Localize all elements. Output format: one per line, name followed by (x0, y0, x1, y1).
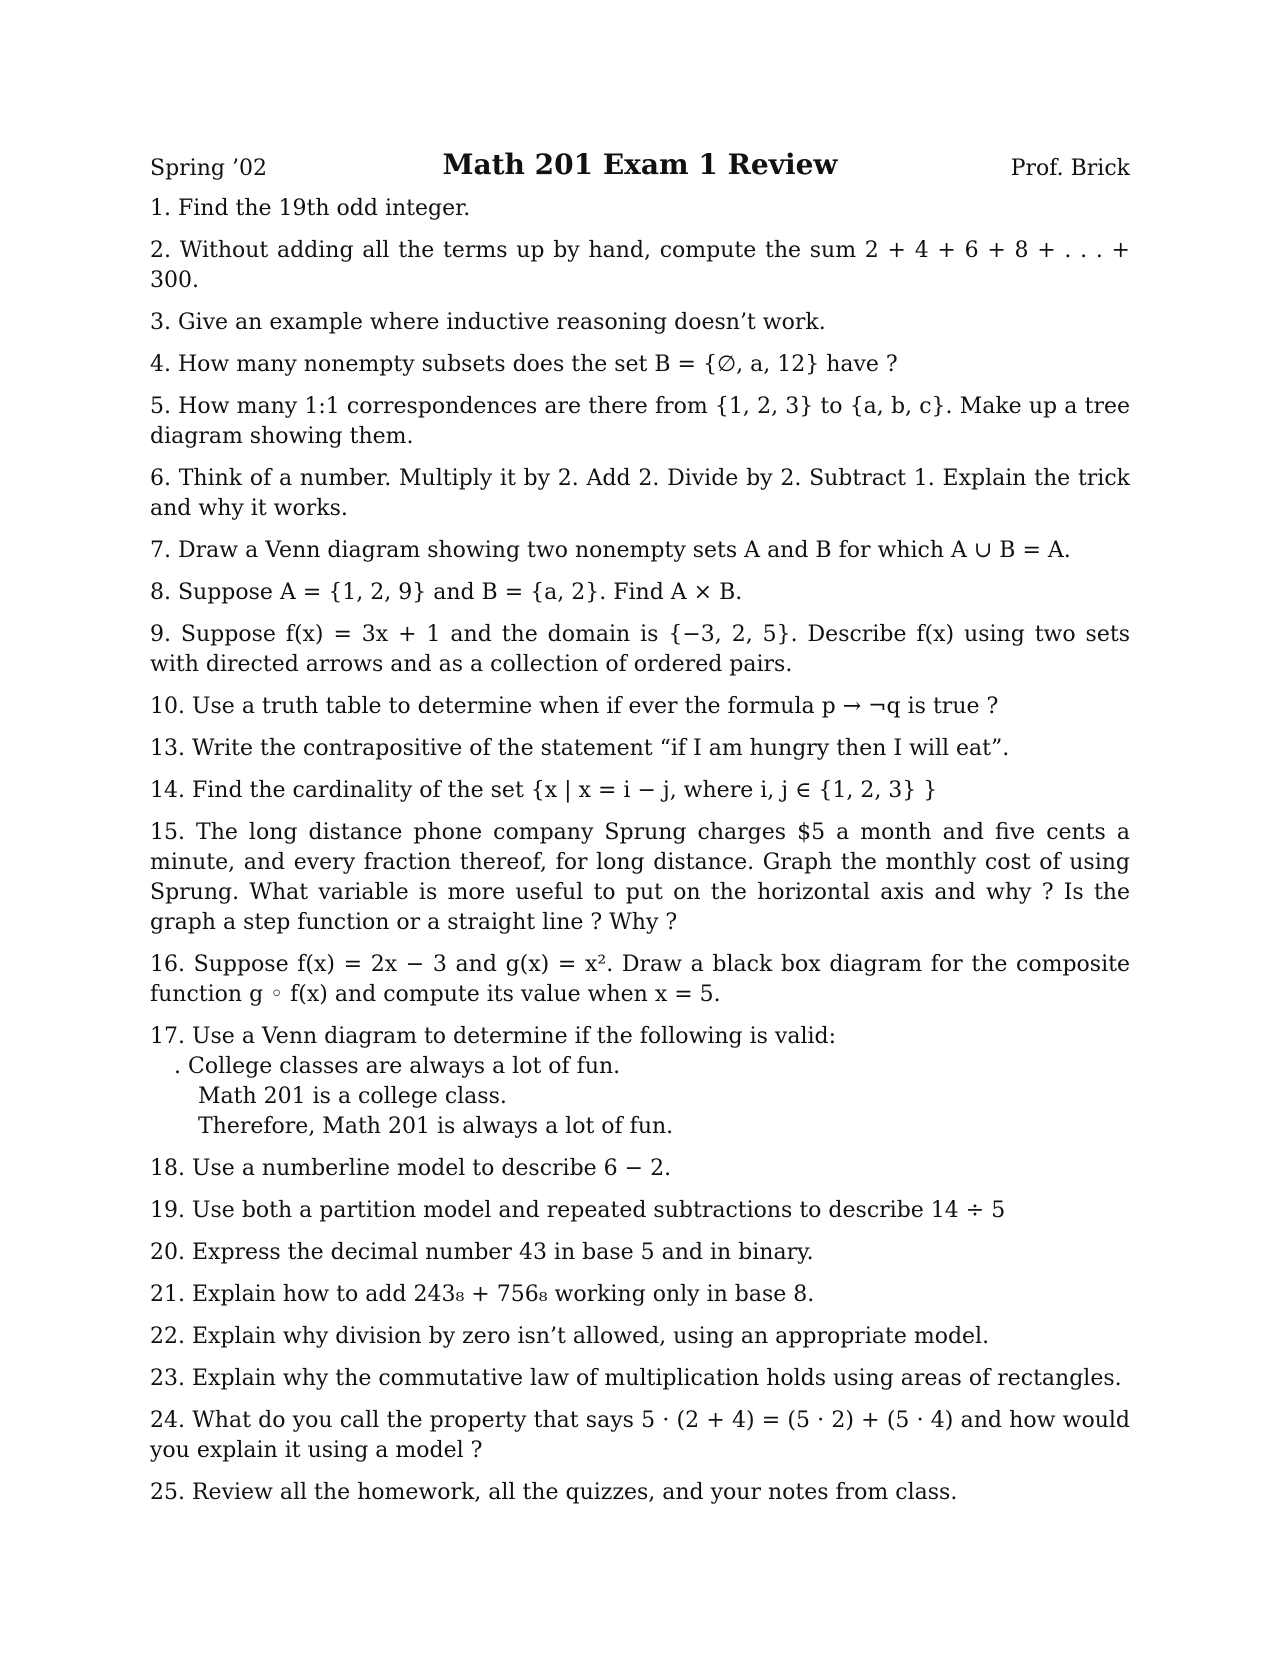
problem-6: 6. Think of a number. Multiply it by 2. Add 2. Divide by 2. Subtract 1. Explain the trick and why it works. (150, 466, 1130, 521)
page-header (150, 146, 1130, 186)
problem-1: 1. Find the 19th odd integer. (150, 196, 471, 221)
problem-21: 21. Explain how to add 243₈ + 756₈ working only in base 8. (150, 1282, 815, 1307)
problem-19: 19. Use both a partition model and repeated subtractions to describe 14 ÷ 5 (150, 1198, 1006, 1223)
problem-17-prompt: 17. Use a Venn diagram to determine if the following is valid: (150, 1024, 837, 1049)
problem-20: 20. Express the decimal number 43 in base 5 and in binary. (150, 1240, 814, 1265)
problem-25: 25. Review all the homework, all the quizzes, and your notes from class. (150, 1480, 958, 1505)
semester-label: Spring ’02 (150, 156, 267, 181)
page-title: Math 201 Exam 1 Review (442, 148, 838, 181)
problem-14: 14. Find the cardinality of the set {x | x = i − j, where i, j ∈ {1, 2, 3} } (150, 778, 938, 803)
problem-10: 10. Use a truth table to determine when if ever the formula p → ¬q is true ? (150, 694, 999, 719)
problem-5: 5. How many 1:1 correspondences are there from {1, 2, 3} to {a, b, c}. Make up a tree diagram showing them. (150, 394, 1130, 449)
problem-17 (150, 1022, 1130, 1142)
instructor-label: Prof. Brick (1010, 156, 1130, 181)
problem-24: 24. What do you call the property that says 5 · (2 + 4) = (5 · 2) + (5 · 4) and how would you explain it using a model ? (150, 1408, 1130, 1463)
problem-23: 23. Explain why the commutative law of multiplication holds using areas of rectangles. (150, 1366, 1122, 1391)
problem-22: 22. Explain why division by zero isn’t allowed, using an appropriate model. (150, 1324, 990, 1349)
problem-18: 18. Use a numberline model to describe 6 − 2. (150, 1156, 672, 1181)
syllogism-line-3: Therefore, Math 201 is always a lot of fun. (198, 1114, 674, 1139)
problem-7: 7. Draw a Venn diagram showing two nonempty sets A and B for which A ∪ B = A. (150, 538, 1071, 563)
problem-15: 15. The long distance phone company Sprung charges $5 a month and five cents a minute, and every fraction thereof, for long distance. Graph the monthly cost of using Sprung. What variable is more useful to put on the horizontal axis and why ? Is the graph a step function or a straight line ? Why ? (150, 820, 1130, 935)
problem-4: 4. How many nonempty subsets does the set B = {∅, a, 12} have ? (150, 352, 898, 377)
problem-9: 9. Suppose f(x) = 3x + 1 and the domain is {−3, 2, 5}. Describe f(x) using two sets with directed arrows and as a collection of ordered pairs. (150, 622, 1130, 677)
syllogism-line-1: . College classes are always a lot of fun. (174, 1054, 621, 1079)
problem-list (150, 194, 1130, 1520)
syllogism-line-2: Math 201 is a college class. (198, 1084, 507, 1109)
problem-3: 3. Give an example where inductive reasoning doesn’t work. (150, 310, 826, 335)
problem-2: 2. Without adding all the terms up by hand, compute the sum 2 + 4 + 6 + 8 + . . . + 300. (150, 238, 1130, 293)
problem-16: 16. Suppose f(x) = 2x − 3 and g(x) = x². Draw a black box diagram for the composite function g ◦ f(x) and compute its value when x = 5. (150, 952, 1130, 1007)
problem-13: 13. Write the contrapositive of the statement “if I am hungry then I will eat”. (150, 736, 1010, 761)
problem-8: 8. Suppose A = {1, 2, 9} and B = {a, 2}. Find A × B. (150, 580, 743, 605)
